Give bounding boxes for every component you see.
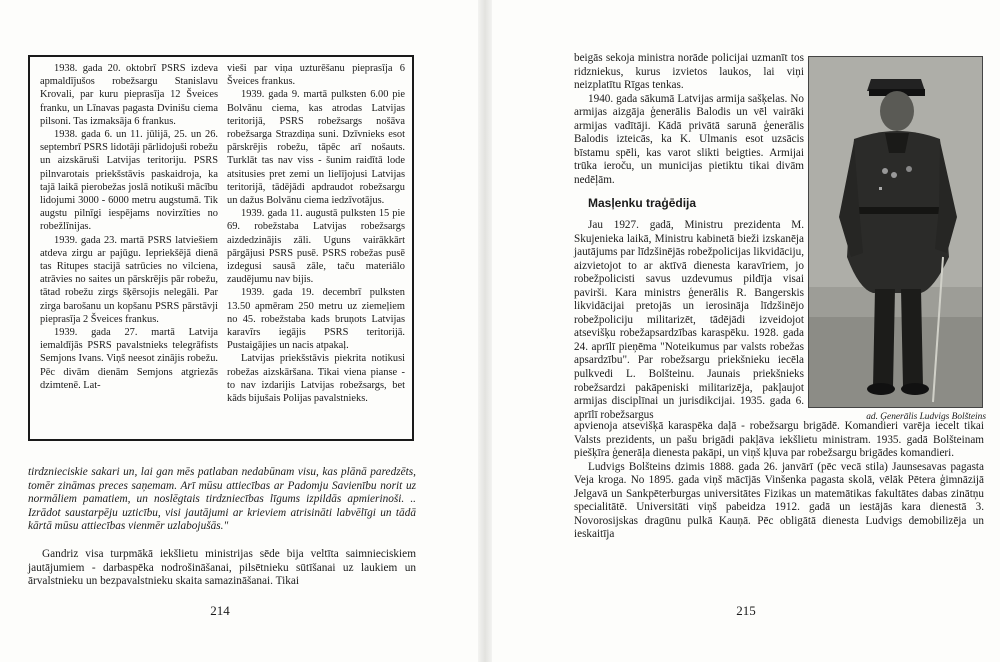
body-paragraph: beigās sekoja ministra norāde policijai uzmanīt tos ridzniekus, kurus izvietos laukos, lai viņi neizplatītu Rīgas tenkas. [574,52,804,92]
section-heading: Masļenku traģēdija [588,196,697,211]
box-paragraph: Latvijas priekšstāvis piekrita notikusi robežas aizskāršana. Tikai viena pianse - to nav izdarijis Latvijas robežsargs, bet kāds bijušais Polijas pavalstnieks. [227,353,405,405]
quoted-italic-paragraph: tirdznieciskie sakari un, lai gan mēs patlaban nedabūnam visu, kas plānā paredzēts, tomēr zināmas preces saņemam. Arī mūsu attiecības ar Padomju Savienību norit uz normāliem pamatiem, un noslēgtais tirdzniecības līgums izpildās apmierinoši. .. Izrādot saustarpēju uzticību, visi jautājumi ar krieviem atrisināti labvēlīgi un tādā kārtā mūsu attiecības vienmēr uzlabojušās." [28,466,416,533]
right-page [492,0,1000,662]
boxed-text-panel [28,55,414,441]
left-page [0,0,478,662]
page-number-left: 214 [210,603,230,618]
body-paragraph: Jau 1927. gadā, Ministru prezidenta M. Skujenieka laikā, Ministru kabinetā bieži izskanēja jautājums par līdzšinējās robežpolicijas likvidāciju, aizvietojot to ar aktīvā dienesta karavīriem, jo robežpolicisti savus uzdevumus pildīja visai pavirši. Kara ministrs ģenerālis R. Bangerskis likvidācijai pretojās un ierosināja līdzšinējo robežpoliciju militarizēt, tādējādi izveidojot atsevišķu robežapsardzības karaspēku. 1928. gada 24. aprīlī pieņēma "Noteikumus par valsts robežas apsardzību". Par robežsargu priekšnieku iecēla pulkvedi L. Bolšteinu. Jaunais priekšnieks robežsardzi pakāpeniski militarizēja, pakļaujot armijas disciplīnai un jurisdikcijai. 1935. gada 6. aprīlī robežsargus [574,219,804,421]
right-full-width-text [574,420,984,542]
body-paragraph: 1940. gada sākumā Latvijas armija sašķelas. No armijas aizgāja ģenerālis Balodis un vēl vairāki armijas vadītāji. Kādā privātā sarunā ģenerālis Balodis izteicās, ka K. Ulmanis esot uzsācis bīstamu spēli, kas varot slikti beigties. Armijai trūka ieroču, un municijas pietiktu tikai divām nedēļām. [574,92,804,186]
box-paragraph: 1939. gada 9. martā pulksten 6.00 pie Bolvānu ciema, kas atrodas Latvijas teritorijā, PSRS robežsargs nošāva robežsarga Strazdiņa suni. Dzīvnieks esot pārskrējis robežu, tāpēc arī nošauts. Turklāt tas nav viss - šunim raidītā lode atsitusies pret zemi un lielījojusi Latvijas teritorijā, tādējādi apdraudot robežsargu un dažus Bolvānu ciema iedzīvotājus. [227,89,405,207]
body-paragraph: Ludvigs Bolšteins dzimis 1888. gada 26. janvārī (pēc vecā stila) Jaunsesavas pagasta Veja kroga. No 1895. gada viņš mācījās Vinšenka pagasta skolā, vēlāk Pētera ģimnāzijā Jelgavā un Sankpēterburgas universitātes Fizikas un matemātikas fakultātes dabas zinātņu specialitātē. Universitāti viņš pabeidza 1912. gadā un iestājās kara dienestā 3. Novorosijskas dragūnu pulkā Kauņā. Pēc obligātā dienesta Ludvigs demobilizēja un ieskaitīja [574,460,984,541]
box-paragraph: 1939. gada 23. martā PSRS latviešiem atdeva zirgu ar pajūgu. Iepriekšējā dienā tas Ritupes stacijā satrūcies no vilciena, atrāvies no saites un pārskrējis pār robežu, tātad robežu zirgs šķērsojis nelegāli. Par zirga barošanu un kopšanu PSRS pārstāvji pieprasīja 2 Šveices frankus. [40,234,218,325]
photo-caption: ad. Ģenerālis Ludvigs Bolšteins [866,412,986,422]
general-portrait-photo [808,56,983,408]
portrait-illustration [809,57,983,408]
page-number-right: 215 [736,603,756,618]
box-paragraph: 1938. gada 20. oktobrī PSRS izdeva apmaldījušos robežsargu Stanislavu Krovali, par kuru pieprasīja 12 Šveices franku, un Līnavas pagasta Dvinišu ciema pilsoni. Tas izmaksāja 6 frankus. [40,63,218,127]
box-paragraph: 1939. gada 11. augustā pulksten 15 pie 69. robežstaba Latvijas robežsargs aizdedzinājis zāli. Uguns vairākkārt pārgājusi PSRS pusē. PSRS robežas pusē izdegusi sausā zāle, taču materiālo zaudējumu nav bijis. [227,208,405,286]
book-gutter [478,0,492,662]
body-paragraph: Gandriz visa turpmākā iekšlietu ministrijas sēde bija veltīta saimnieciskiem jautājumiem - darbaspēka nodrošināšanai, pilsētnieku sūtīšanai uz laukiem un ārvalstnieku un bezpavalstnieku skaita samazināšanai. Tikai [28,548,416,588]
box-paragraph: 1938. gada 6. un 11. jūlijā, 25. un 26. septembrī PSRS lidotāji pārlidojuši robežu un aizskāruši Latvijas teritoriju. PSRS pilnvarotais priekšstāvis paskaidroja, ka tajā laikā pierobežas joslā notikuši mācību lidojumi 3000 - 6000 metru augstumā. Tik augstu pilnīgi iespējams novirzīties no robežlīnijas. [40,129,218,233]
body-paragraph: apvienoja atsevišķā karaspēka daļā - robežsargu brigādē. Komandieri varēja iecelt tikai Valsts prezidents, un pašu brigādi pakļāva iekšlietu ministram. 1935. gadā Bolšteinam piešķīra ģenerāļa dienesta pakāpi, un viņš kļuva par robežsargu brigādes komandieri. [574,420,984,460]
boxed-text-column-2 [227,62,405,435]
box-paragraph: vieši par viņa uzturēšanu pieprasīja 6 Šveices frankus. [227,63,405,88]
boxed-text-column-1 [40,62,218,435]
box-paragraph: 1939. gada 19. decembrī pulksten 13.50 apmēram 250 metru uz ziemeļiem no 45. robežstaba kads bruņots Latvijas karavīrs iegājis PSRS teritorijā. Pustaigājies un nacis atpakaļ. [227,287,405,352]
box-paragraph: 1939. gada 27. martā Latvija iemaldījās PSRS pavalstnieks telegrāfists Semjons Ivans. Viņš neesot zinājis robežu. Pēc divām dienām Semjons atgriezās dzimtenē. Lat- [40,327,218,391]
right-text-column [574,52,804,422]
